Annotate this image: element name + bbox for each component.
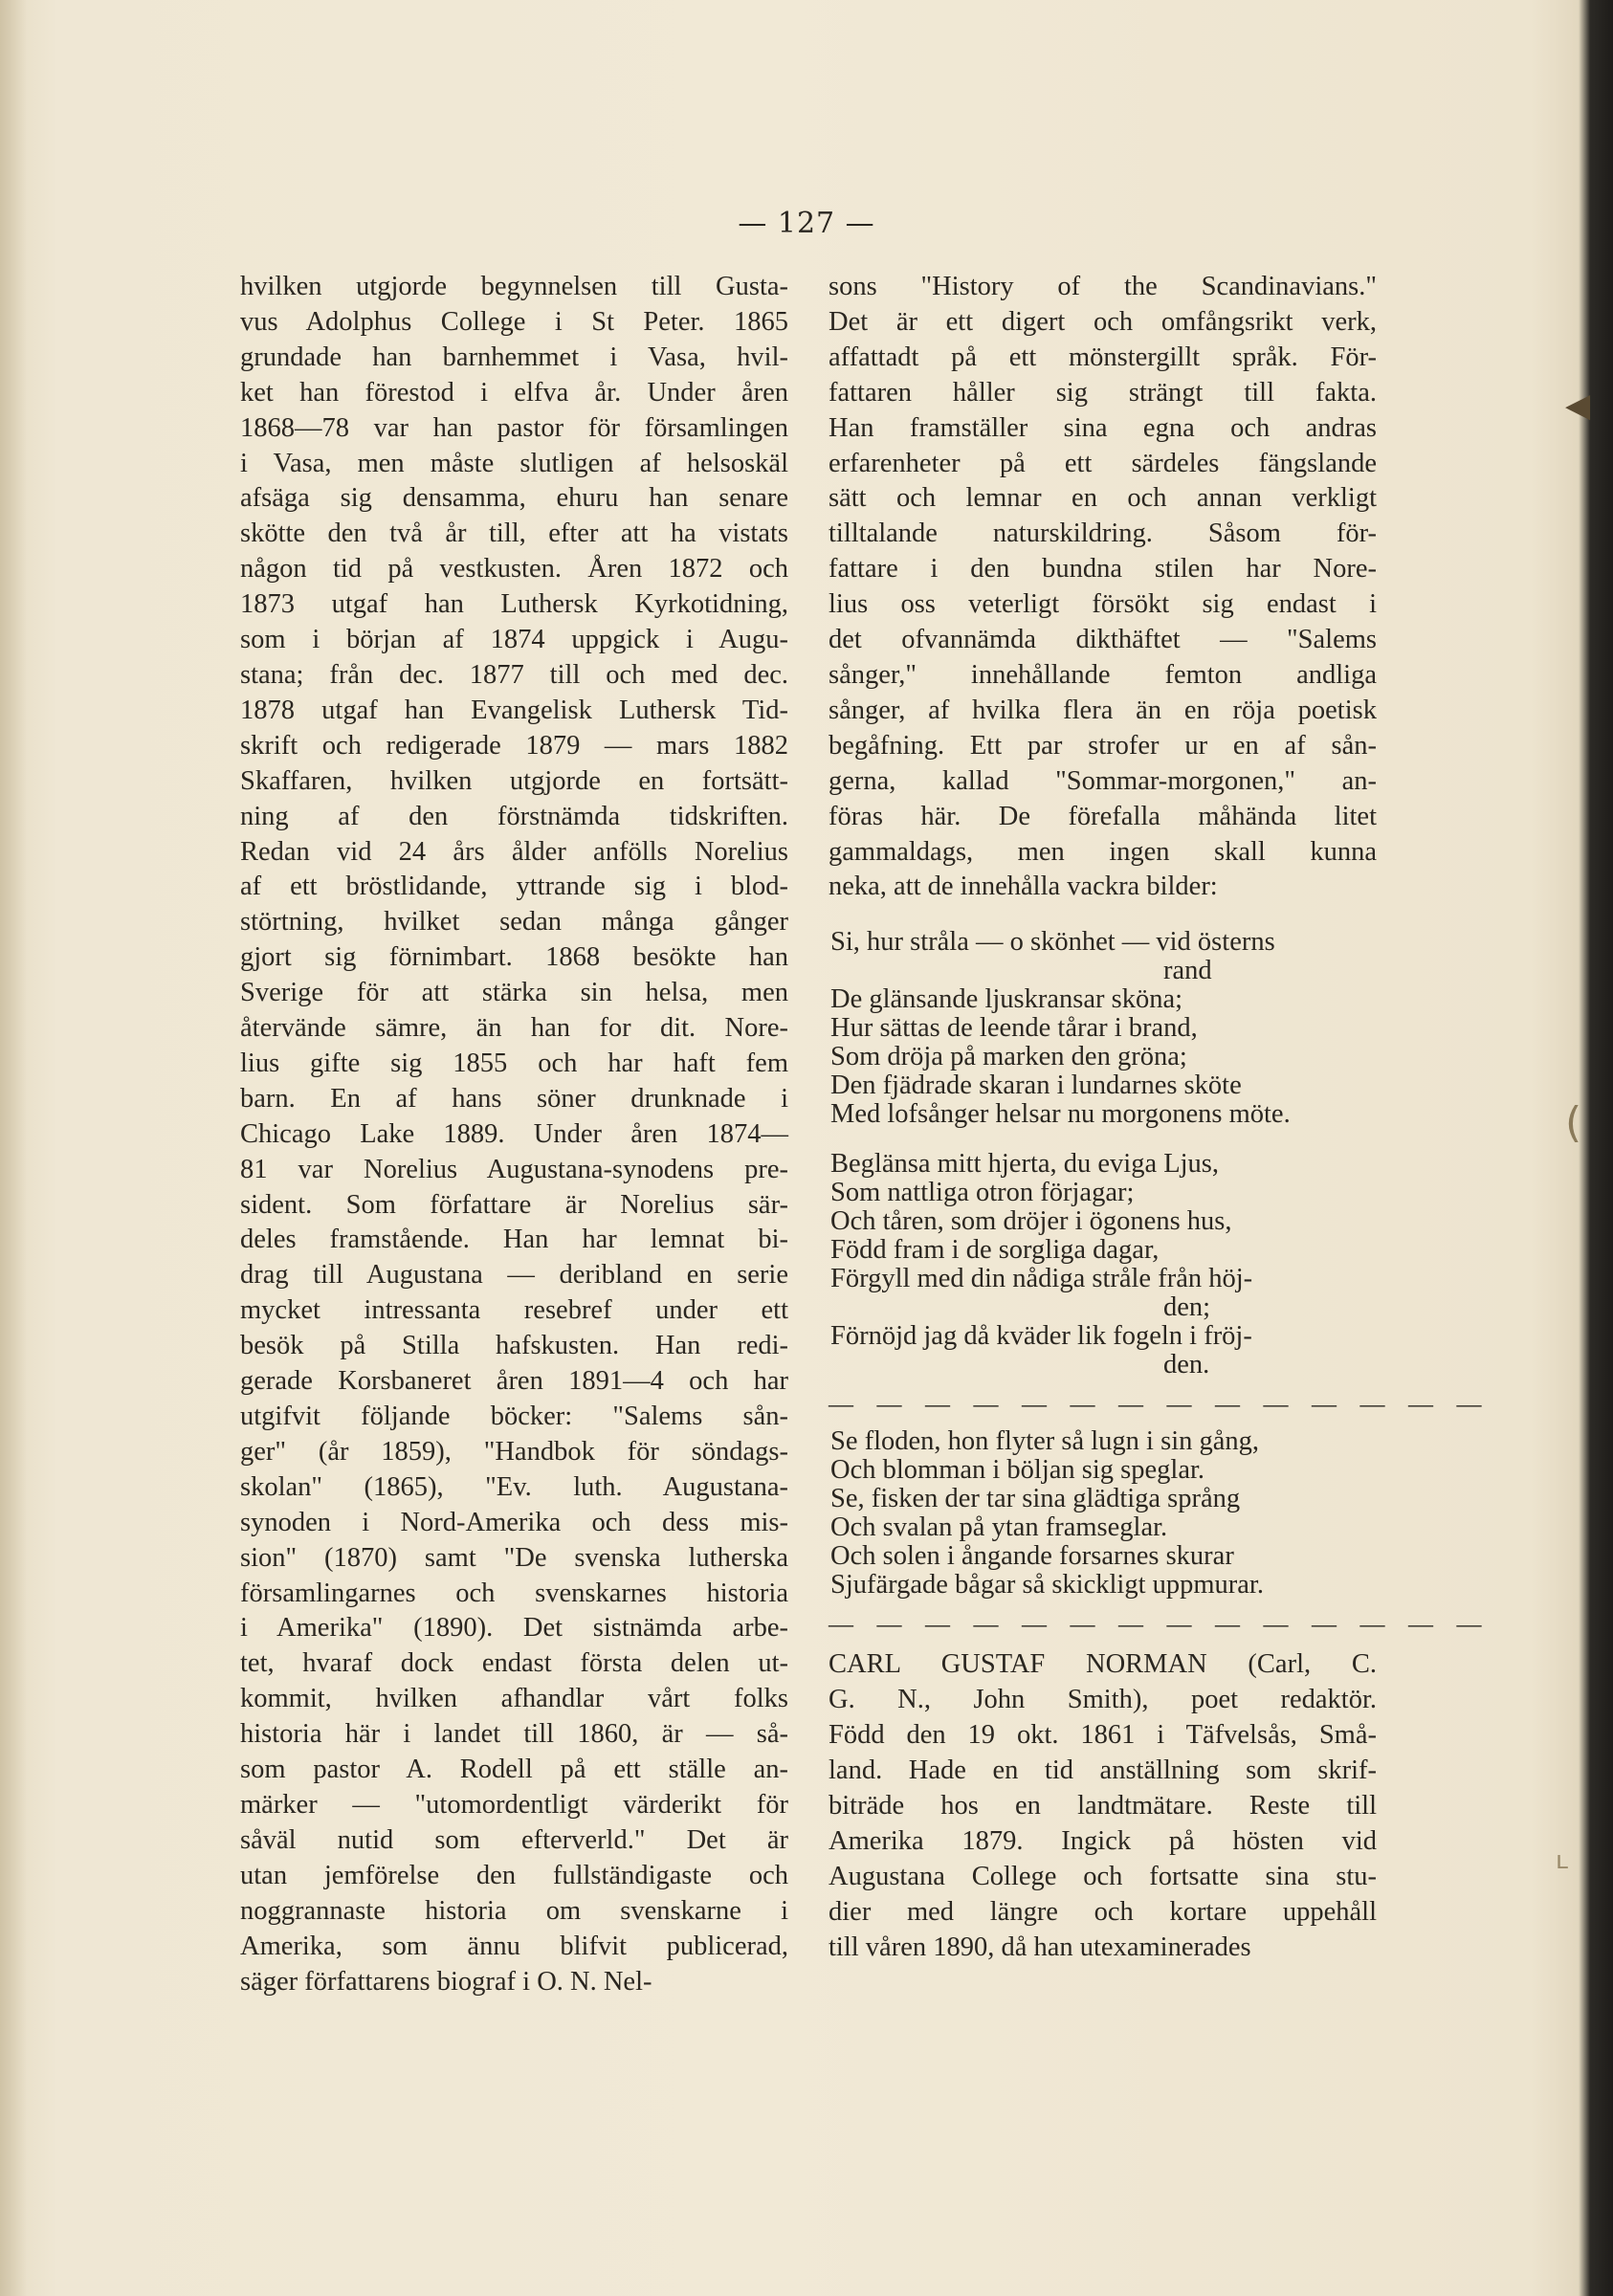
stanza-gap — [829, 1129, 1377, 1150]
right-intro-text-line: begåfning. Ett par strofer ur en af sån- — [829, 730, 1377, 761]
poem-line: Se, fisken der tar sina glädtiga språng — [830, 1484, 1241, 1514]
left-column-text-line: i Vasa, men måste slutligen af helsoskäl — [240, 448, 788, 478]
right-intro-paragraph — [829, 270, 1377, 905]
left-column-text-line: 1878 utgaf han Evangelisk Luthersk Tid- — [240, 695, 788, 725]
left-column-text-line: utgifvit följande böcker: "Salems sån- — [240, 1402, 788, 1431]
right-intro-text-line: Det är ett digert och omfångsrikt verk, — [829, 306, 1377, 337]
poem-line-continuation: rand — [1163, 956, 1212, 986]
right-intro-text-line: fattare i den bundna stilen har Nore- — [829, 554, 1377, 585]
entry-text-line: Amerika 1879. Ingick på hösten vid — [829, 1825, 1377, 1856]
entry-carl-gustaf-norman — [829, 1647, 1377, 1965]
binding-shadow — [0, 0, 27, 2296]
margin-ink-mark: ( — [1565, 1098, 1582, 1147]
left-column-text-line: ket han förestod i elfva år. Under åren — [240, 377, 788, 408]
left-column-text-line: noggrannaste historia om svenskarne i — [240, 1895, 788, 1926]
left-column-text-line: sion" (1870) samt "De svenska lutherska — [240, 1542, 788, 1573]
right-intro-text-line: sätt och lemnar en och annan verkligt — [829, 483, 1377, 514]
left-column-text-line: 81 var Norelius Augustana-synodens pre- — [240, 1154, 788, 1184]
left-column-text-line: gjort sig förnimbart. 1868 besökte han — [240, 942, 788, 973]
left-column-text-line: märker — "utomordentligt värderikt för — [240, 1789, 788, 1820]
poem-line: Som nattliga otron förjagar; — [830, 1178, 1135, 1208]
entry-text-line: biträde hos en landtmätare. Reste till — [829, 1790, 1377, 1821]
poem-line: Den fjädrade skaran i lundarnes sköte — [830, 1071, 1242, 1101]
left-column-text-line: sident. Som författare är Norelius sär- — [240, 1189, 788, 1220]
poem-stanza-3 — [830, 1427, 1377, 1600]
poem-line-continuation: den; — [1163, 1292, 1211, 1323]
dash-rule-separator: — — — — — — — — — — — — — — — [829, 1610, 1491, 1639]
poem-line: Med lofsånger helsar nu morgonens möte. — [830, 1099, 1291, 1130]
left-column-text-line: såväl nutid som efterverld." Det är — [240, 1824, 788, 1855]
entry-text-line: Augustana College och fortsatte sina stu- — [829, 1861, 1377, 1891]
left-column-text-line: kommit, hvilken afhandlar vårt folks — [240, 1684, 788, 1714]
entry-text-line: CARL GUSTAF NORMAN (Carl, C. — [829, 1649, 1377, 1680]
left-column — [240, 270, 788, 1999]
margin-ink-mark: ʟ — [1556, 1846, 1569, 1875]
left-column-text-line: ger" (år 1859), "Handbok för söndags- — [240, 1436, 788, 1467]
left-column-text-line: gerade Korsbaneret åren 1891—4 och har — [240, 1366, 788, 1397]
left-column-text-line: deles framstående. Han har lemnat bi- — [240, 1225, 788, 1255]
left-column-text-line: säger författarens biograf i O. N. Nel- — [240, 1966, 652, 1997]
left-column-text-line: 1868—78 var han pastor för församlingen — [240, 412, 788, 443]
left-column-text-line: någon tid på vestkusten. Åren 1872 och — [240, 554, 788, 585]
poem-line: De glänsande ljuskransar sköna; — [830, 984, 1183, 1015]
poem-line: Född fram i de sorgliga dagar, — [830, 1235, 1160, 1266]
left-column-text-line: af ett bröstlidande, yttrande sig i blod- — [240, 872, 788, 902]
left-column-text-line: Sverige för att stärka sin helsa, men — [240, 978, 788, 1008]
left-column-text-line: skolan" (1865), "Ev. luth. Augustana- — [240, 1471, 788, 1502]
left-column-text-line: besök på Stilla hafskusten. Han redi- — [240, 1331, 788, 1361]
dash-rule-separator: — — — — — — — — — — — — — — — [829, 1390, 1491, 1419]
entry-text-line: till våren 1890, då han utexaminerades — [829, 1932, 1251, 1962]
entry-text-line: land. Hade en tid anställning som skrif- — [829, 1755, 1377, 1786]
left-column-text-line: Chicago Lake 1889. Under åren 1874— — [240, 1118, 788, 1149]
left-column-text-line: historia här i landet till 1860, är — så- — [240, 1719, 788, 1750]
right-intro-text-line: sons "History of the Scandinavians." — [829, 272, 1377, 301]
poem-line: Förnöjd jag då kväder lik fogeln i fröj- — [830, 1321, 1252, 1352]
left-column-text-line: skrift och redigerade 1879 — mars 1882 — [240, 730, 788, 761]
poem-line-continuation: den. — [1163, 1350, 1210, 1380]
left-column-text-line: 1873 utgaf han Luthersk Kyrkotidning, — [240, 589, 788, 620]
right-intro-text-line: neka, att de innehålla vackra bilder: — [829, 872, 1218, 902]
poem-line: Och solen i ångande forsarnes skurar — [830, 1541, 1234, 1572]
left-column-text-line: mycket intressanta resebref under ett — [240, 1295, 788, 1326]
left-column-text-line: utan jemförelse den fullständigaste och — [240, 1860, 788, 1890]
left-column-text-line: afsäga sig densamma, ehuru han senare — [240, 483, 788, 514]
right-intro-text-line: tilltalande naturskildring. Såsom för- — [829, 519, 1377, 549]
left-column-text-line: skötte den två år till, efter att ha vistats — [240, 519, 788, 549]
page-number: — 127 — — [738, 207, 875, 240]
left-column-text-line: barn. En af hans söner drunknade i — [240, 1083, 788, 1114]
spacer — [829, 905, 1377, 928]
left-column-text-line: i Amerika" (1890). Det sistnämda arbe- — [240, 1613, 788, 1644]
right-intro-text-line: lius oss veterligt försökt sig endast i — [829, 589, 1377, 620]
left-column-text-line: grundade han barnhemmet i Vasa, hvil- — [240, 342, 788, 372]
poem-line: Och blomman i böljan sig speglar. — [830, 1455, 1205, 1486]
right-intro-text-line: gammaldags, men ingen skall kunna — [829, 836, 1377, 867]
poem-line: Och svalan på ytan framseglar. — [830, 1512, 1168, 1543]
poem-stanza-1 — [830, 928, 1377, 1129]
poem-line: Och tåren, som dröjer i ögonens hus, — [830, 1206, 1232, 1237]
entry-text-line: Född den 19 okt. 1861 i Täfvelsås, Små- — [829, 1720, 1377, 1751]
margin-ink-mark: ◀ — [1565, 386, 1591, 425]
poem-line: Förgyll med din nådiga stråle från höj- — [830, 1264, 1253, 1294]
poem-stanza-2 — [830, 1150, 1377, 1380]
left-column-text-line: som pastor A. Rodell på ett ställe an- — [240, 1755, 788, 1785]
left-column-text-line: som i början af 1874 uppgick i Augu- — [240, 625, 788, 655]
left-column-text-line: lius gifte sig 1855 och har haft fem — [240, 1048, 788, 1078]
left-column-text-line: Skaffaren, hvilken utgjorde en fortsätt- — [240, 765, 788, 796]
right-intro-text-line: sånger, af hvilka flera än en röja poetisk — [829, 695, 1377, 725]
right-intro-text-line: affattadt på ett mönstergillt språk. För- — [829, 342, 1377, 372]
left-column-text-line: församlingarnes och svenskarnes historia — [240, 1578, 788, 1608]
left-column-text-line: vus Adolphus College i St Peter. 1865 — [240, 306, 788, 337]
poem-line: Si, hur stråla — o skönhet — vid österns — [830, 927, 1275, 958]
left-column-text-line: drag till Augustana — deribland en serie — [240, 1260, 788, 1291]
left-column-text-line: hvilken utgjorde begynnelsen till Gusta- — [240, 272, 788, 301]
right-intro-text-line: gerna, kallad "Sommar-morgonen," an- — [829, 765, 1377, 796]
right-column — [829, 270, 1491, 1965]
right-intro-text-line: det ofvannämda dikthäftet — "Salems — [829, 625, 1377, 655]
left-column-text-line: återvände sämre, än han for dit. Nore- — [240, 1013, 788, 1044]
right-intro-text-line: sånger," innehållande femton andliga — [829, 659, 1377, 690]
poem-line: Hur sättas de leende tårar i brand, — [830, 1013, 1198, 1044]
right-intro-text-line: föras här. De förefalla måhända litet — [829, 801, 1377, 831]
left-column-text-line: synoden i Nord-Amerika och dess mis- — [240, 1507, 788, 1537]
left-column-text-line: störtning, hvilket sedan många gånger — [240, 907, 788, 938]
poem-line: Se floden, hon flyter så lugn i sin gång, — [830, 1426, 1260, 1457]
right-intro-text-line: erfarenheter på ett särdeles fängslande — [829, 448, 1377, 478]
poem-line: Beglänsa mitt hjerta, du eviga Ljus, — [830, 1149, 1220, 1180]
right-intro-text-line: Han framställer sina egna och andras — [829, 412, 1377, 443]
right-intro-text-line: fattaren håller sig strängt till fakta. — [829, 377, 1377, 408]
left-column-text-line: stana; från dec. 1877 till och med dec. — [240, 659, 788, 690]
entry-text-line: G. N., John Smith), poet redaktör. — [829, 1685, 1377, 1715]
left-column-text-line: ning af den förstnämda tidskriften. — [240, 801, 788, 831]
left-column-text-line: Redan vid 24 års ålder anfölls Norelius — [240, 836, 788, 867]
poem-line: Som dröja på marken den gröna; — [830, 1042, 1187, 1072]
poem-line: Sjufärgade bågar så skickligt uppmurar. — [830, 1570, 1264, 1601]
left-column-text-line: tet, hvaraf dock endast första delen ut- — [240, 1648, 788, 1679]
left-column-text-line: Amerika, som ännu blifvit publicerad, — [240, 1931, 788, 1961]
entry-text-line: dier med längre och kortare uppehåll — [829, 1896, 1377, 1927]
